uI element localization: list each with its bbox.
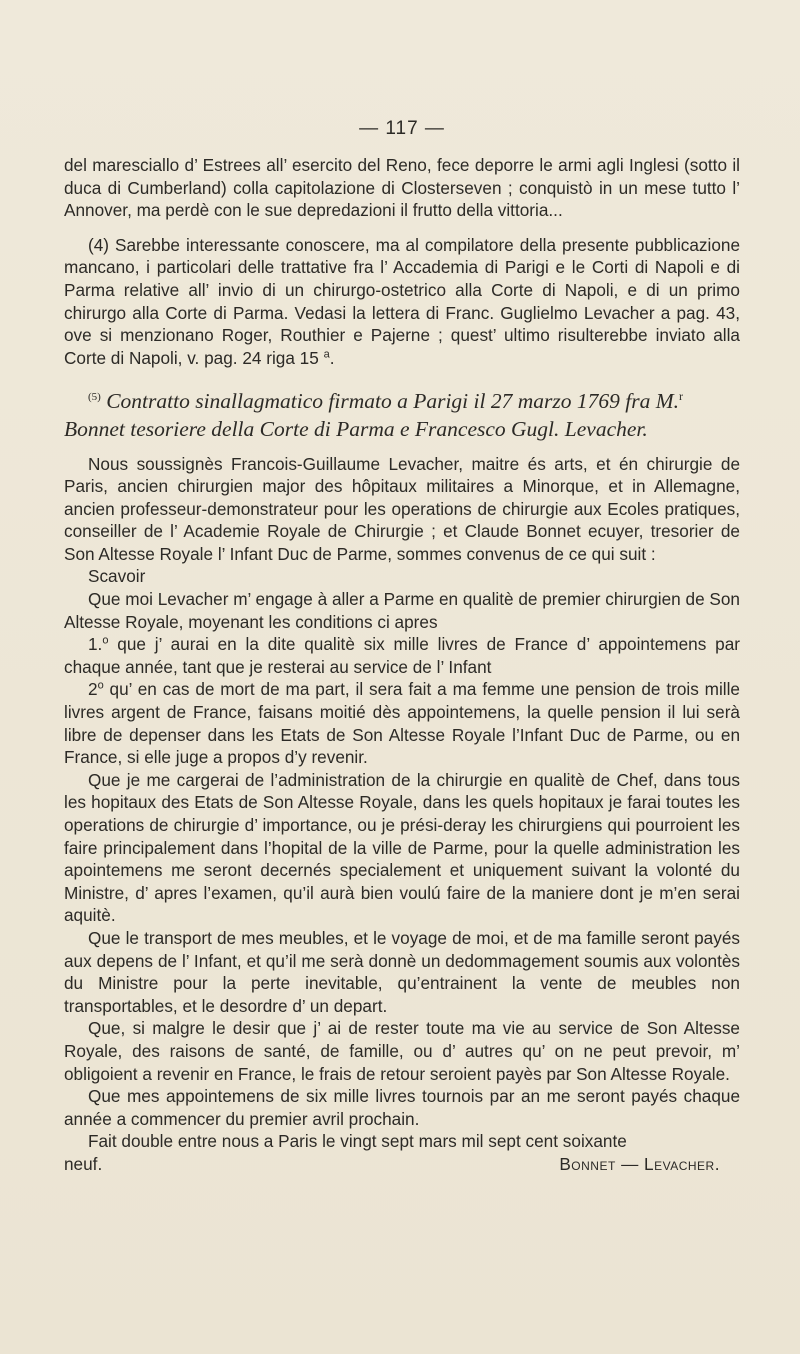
clause-1-number: 1.	[88, 634, 103, 655]
contract-paragraph-6: Que le transport de mes meubles, et le voyage de moi, et de ma famille seront payés aux depens de l’ Infant, et qu’il me serà donnè un dedommagement soumis aux volontès du Ministre pour la perte inevitable, qu’entrainent la vente de meubles non transportables, et le desordre d’ un depart.	[64, 927, 740, 1016]
footnote-4-end: .	[329, 347, 335, 368]
contract-paragraph-8: Que mes appointemens de six mille livres tournois par an me seront payés chaque année a commencer du premier avril prochain.	[64, 1086, 740, 1129]
contract-paragraph-5: Que je me cargerai de l’administration de la chirurgie en qualitè de Chef, dans tous les hopitaux des Etats de Son Altesse Royale, dans les quels hopitaux je farai toutes les operations de chirurgie d’ importance, ou je prési-deray les chirurgiens qui pourroient les faire principalement dans l’hopital de la ville de Parme, pour la quelle administration les apointemens me seront decernés specialement et uniquement suivant la volonté du Ministre, d’ apres l’examen, qu’il aurà bien voulú faire de la maniere dont je m’en serai aquitè.	[64, 769, 740, 926]
page-number: — 117 —	[359, 118, 445, 139]
contract-scavoir: Scavoir	[88, 566, 146, 587]
signature: Bonnet — Levacher.	[559, 1153, 720, 1174]
contract-paragraph-1: Nous soussignès Francois-Guillaume Levacher, maitre és arts, et én chirurgie de Paris, ancien chirurgien major des hôpitaux militaires a Minorque, et in Allemagne, ancien professeur-demonstrateur pour les operations de chirurgie aux Ecoles pratiques, conseiller de l’ Academie Royale de Chirurgie ; et Claude Bonnet ecuyer, tresorier de Son Altesse Royale l’ Infant Duc de Parme, sommes convenus de ce qui suit :	[64, 453, 740, 564]
clause-2-sup: o	[97, 679, 104, 692]
contract-paragraph-4	[64, 678, 740, 768]
footnote-5-heading-part2: Bonnet tesoriere della Corte di Parma e Francesco Gugl. Levacher.	[64, 416, 648, 441]
clause-1-sup: o	[102, 634, 109, 647]
contract-paragraph-7: Que, si malgre le desir que j’ ai de rester toute ma vie au service de Son Altesse Royale, des raisons de santé, de famille, ou d’ autres qu’ on ne peut prevoir, m’ obligoient a revenir en France, le frais de retour seroient payès par Son Altesse Royale.	[64, 1018, 740, 1084]
footnote-5-heading-sup: r	[678, 389, 683, 404]
intro-paragraph: del maresciallo d’ Estrees all’ esercito del Reno, fece deporre le armi agli Inglesi (sotto il duca di Cumberland) colla capitolazione di Closterseven ; conquistò in un mese tutto l’ Annover, ma perdè con le sue depredazioni il frutto della vittoria...	[64, 155, 740, 221]
footnote-4-text: Sarebbe interessante conoscere, ma al compilatore della presente pubblicazione mancano, i particolari delle trattative fra l’ Accademia di Parigi e le Corti di Napoli e di Parma relative all’ invio di un chirurgo-ostetrico alla Corte di Napoli, e di un primo chirurgo alla Corte di Parma. Vedasi la lettera di Franc. Guglielmo Levacher a pag. 43, ove si menzionano Roger, Routhier e Pajerne ; quest’ ultimo risulterebbe inviato alla Corte di Napoli, v. pag. 24 riga 15	[64, 234, 740, 368]
clause-2-text: qu’ en cas de mort de ma part, il sera fait a ma femme une pension de trois mille livres argent de France, faisans moitié dès appointemens, la quelle pension il lui serà libre de depenser dans les Etats de Son Altesse Royale l’Infant Duc de Parme, ou en France, si elle juge a propos d’y revenir.	[64, 679, 740, 768]
contract-paragraph-3	[64, 633, 740, 678]
footnote-4-marker: (4)	[88, 234, 110, 255]
footnote-4	[64, 234, 740, 370]
closing-word: neuf.	[64, 1153, 103, 1174]
footnote-5-marker: (5)	[88, 391, 101, 404]
clause-2-number: 2	[88, 679, 98, 700]
contract-paragraph-9: Fait double entre nous a Paris le vingt sept mars mil sept cent soixante	[88, 1131, 627, 1152]
footnote-5-heading	[64, 383, 740, 442]
footnote-5-heading-part1: Contratto sinallagmatico firmato a Parigi il 27 marzo 1769 fra M.	[100, 389, 679, 414]
footnote-4-suffix: a	[323, 348, 330, 361]
contract-paragraph-2: Que moi Levacher m’ engage à aller a Parme en qualitè de premier chirurgien de Son Altesse Royale, moyenant les conditions ci apres	[64, 589, 740, 632]
clause-1-text: que j’ aurai en la dite qualitè six mille livres de France d’ appointemens par chaque année, tant que je resterai au service de l’ Infant	[64, 634, 740, 677]
signature-line	[64, 1153, 740, 1176]
